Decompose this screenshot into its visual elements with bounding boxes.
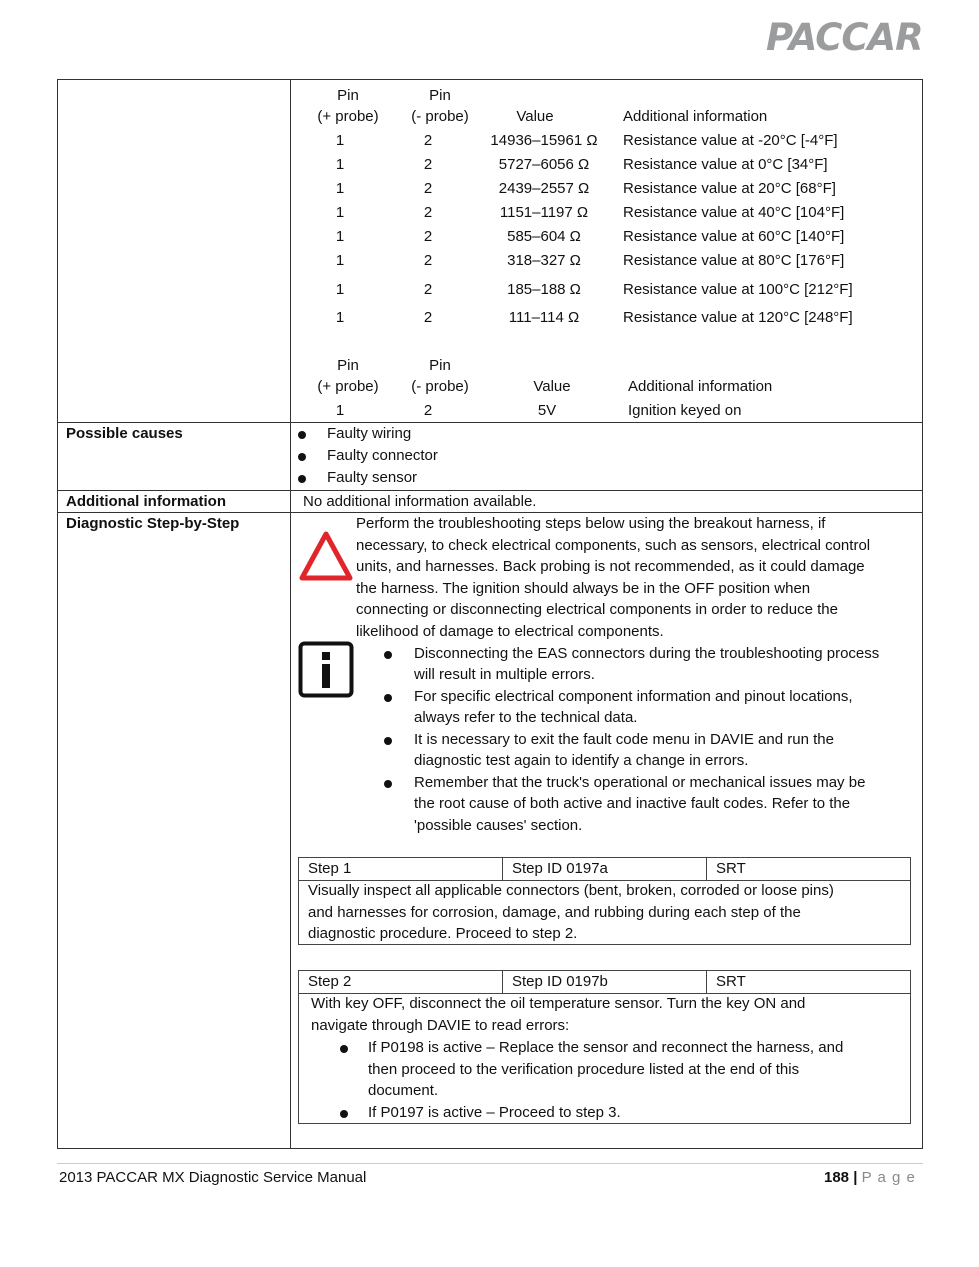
table-row-info: Resistance value at 40°C [104°F] (623, 204, 845, 221)
table-row-pin-neg: 2 (423, 252, 433, 269)
row-divider-diagnostic (57, 512, 923, 513)
table-row-pin-pos: 1 (335, 132, 345, 149)
bullet-icon (298, 431, 306, 439)
table-row-value: 585–604 Ω (507, 228, 581, 245)
warning-line: the harness. The ignition should always be in the OFF position when (356, 580, 811, 597)
header2-info: Additional information (628, 378, 773, 395)
warning-line: Perform the troubleshooting steps below using the breakout harness, if (356, 515, 826, 532)
header2-value: Value (533, 378, 571, 395)
additional-info-text: No additional information available. (303, 493, 537, 510)
table-row-value: 14936–15961 Ω (490, 132, 598, 149)
warning-line: units, and harnesses. Back probing is not recommended, as it could damage (356, 558, 865, 575)
step-1-text-line: Visually inspect all applicable connectors (bent, broken, corroded or loose pins) (308, 882, 834, 899)
table-row-value: 185–188 Ω (507, 281, 581, 298)
table-row-info: Resistance value at 100°C [212°F] (623, 281, 853, 298)
bullet-icon (384, 737, 392, 745)
info-bullet-line: will result in multiple errors. (414, 666, 595, 683)
column-divider (290, 79, 291, 1149)
page-number: 188 (824, 1169, 850, 1186)
footer-divider (57, 1163, 923, 1164)
table-row-pin-pos: 1 (335, 156, 345, 173)
header-info: Additional information (623, 108, 768, 125)
step-2-bullet-line: document. (368, 1082, 439, 1099)
header-pin-neg-top: Pin (429, 87, 451, 104)
table-row-pin-neg: 2 (423, 309, 433, 326)
additional-info-label: Additional information (66, 493, 226, 510)
table-row-value: 318–327 Ω (507, 252, 581, 269)
header2-pin-neg-top: Pin (429, 357, 451, 374)
info-bullet-line: For specific electrical component information and pinout locations, (414, 688, 853, 705)
info-bullet-line: Disconnecting the EAS connectors during the troubleshooting process (414, 645, 880, 662)
step-2-text-line: With key OFF, disconnect the oil temperature sensor. Turn the key ON and (311, 995, 806, 1012)
step-2-bullet-line: If P0197 is active – Proceed to step 3. (368, 1104, 621, 1121)
warning-line: connecting or disconnecting electrical components in order to reduce the (356, 601, 838, 618)
warning-line: likelihood of damage to electrical components. (356, 623, 664, 640)
header-pin-pos-bottom: (+ probe) (317, 108, 379, 125)
step-2-bullet-line: then proceed to the verification procedure listed at the end of this (368, 1061, 800, 1078)
footer-manual-title: 2013 PACCAR MX Diagnostic Service Manual (59, 1169, 367, 1186)
table-row-pin-neg: 2 (423, 156, 433, 173)
table-row-pin-pos: 1 (335, 252, 345, 269)
table-row-value: 2439–2557 Ω (498, 180, 590, 197)
bullet-icon (384, 694, 392, 702)
bullet-icon (340, 1045, 348, 1053)
bullet-icon (298, 475, 306, 483)
table-row-pin-pos: 1 (335, 309, 345, 326)
header-value: Value (516, 108, 554, 125)
header-pin-pos-top: Pin (337, 87, 359, 104)
list-item: Faulty connector (327, 447, 438, 464)
header2-pin-neg-bottom: (- probe) (411, 378, 469, 395)
header-pin-neg-bottom: (- probe) (411, 108, 469, 125)
warning-icon (298, 530, 354, 582)
list-item: Faulty wiring (327, 425, 412, 442)
table-row-pin-neg: 2 (423, 204, 433, 221)
table-row-pin-neg: 2 (423, 228, 433, 245)
table-row-info: Resistance value at 0°C [34°F] (623, 156, 828, 173)
diagnostic-label: Diagnostic Step-by-Step (66, 515, 240, 532)
step-1-text-line: diagnostic procedure. Proceed to step 2. (308, 925, 578, 942)
step-1-text-line: and harnesses for corrosion, damage, and rubbing during each step of the (308, 904, 801, 921)
bullet-icon (384, 780, 392, 788)
table-row-pin-neg: 2 (423, 402, 433, 419)
info-bullet-line: Remember that the truck's operational or mechanical issues may be (414, 774, 866, 791)
bullet-icon (384, 651, 392, 659)
page-separator: | (853, 1169, 858, 1186)
header2-pin-pos-bottom: (+ probe) (317, 378, 379, 395)
info-bullet-line: always refer to the technical data. (414, 709, 638, 726)
header2-pin-pos-top: Pin (337, 357, 359, 374)
table-row-pin-neg: 2 (423, 132, 433, 149)
table-row-pin-pos: 1 (335, 281, 345, 298)
info-bullet-line: 'possible causes' section. (414, 817, 583, 834)
table-row-pin-pos: 1 (335, 204, 345, 221)
warning-line: necessary, to check electrical components, such as sensors, electrical control (356, 537, 871, 554)
step-1-srt: SRT (716, 860, 746, 877)
possible-causes-label: Possible causes (66, 425, 183, 442)
row-divider-causes (57, 422, 923, 423)
table-row-pin-pos: 1 (335, 180, 345, 197)
table-row-info: Resistance value at 120°C [248°F] (623, 309, 853, 326)
step-2-id: Step ID 0197b (503, 971, 707, 993)
step-2-bullet-line: If P0198 is active – Replace the sensor and reconnect the harness, and (368, 1039, 844, 1056)
paccar-logo: PACCAR (766, 16, 923, 59)
info-bullet-line: the root cause of both active and inactive fault codes. Refer to the (414, 795, 851, 812)
step-2-srt: SRT (716, 973, 746, 990)
footer-page-block (824, 1169, 916, 1186)
info-bullet-line: diagnostic test again to identify a change in errors. (414, 752, 749, 769)
step-2-text-line: navigate through DAVIE to read errors: (311, 1017, 570, 1034)
table-row-value: 1151–1197 Ω (499, 204, 589, 221)
table-row-info: Ignition keyed on (628, 402, 742, 419)
table-row-info: Resistance value at -20°C [-4°F] (623, 132, 838, 149)
step-1-label: Step 1 (299, 858, 503, 880)
table-row-pin-neg: 2 (423, 180, 433, 197)
step-2-label: Step 2 (299, 971, 503, 993)
info-bullet-line: It is necessary to exit the fault code menu in DAVIE and run the (414, 731, 834, 748)
bullet-icon (340, 1110, 348, 1118)
info-icon (298, 641, 354, 698)
table-row-value: 5727–6056 Ω (498, 156, 590, 173)
table-row-value: 111–114 Ω (508, 309, 580, 326)
page-label: P a g e (861, 1169, 916, 1186)
table-row-pin-neg: 2 (423, 281, 433, 298)
table-row-pin-pos: 1 (335, 228, 345, 245)
row-divider-additional (57, 490, 923, 491)
step-1-id: Step ID 0197a (503, 858, 707, 880)
table-row-info: Resistance value at 80°C [176°F] (623, 252, 845, 269)
table-row-pin-pos: 1 (335, 402, 345, 419)
table-row-value: 5V (537, 402, 557, 419)
table-row-info: Resistance value at 20°C [68°F] (623, 180, 836, 197)
bullet-icon (298, 453, 306, 461)
table-row-info: Resistance value at 60°C [140°F] (623, 228, 845, 245)
list-item: Faulty sensor (327, 469, 418, 486)
